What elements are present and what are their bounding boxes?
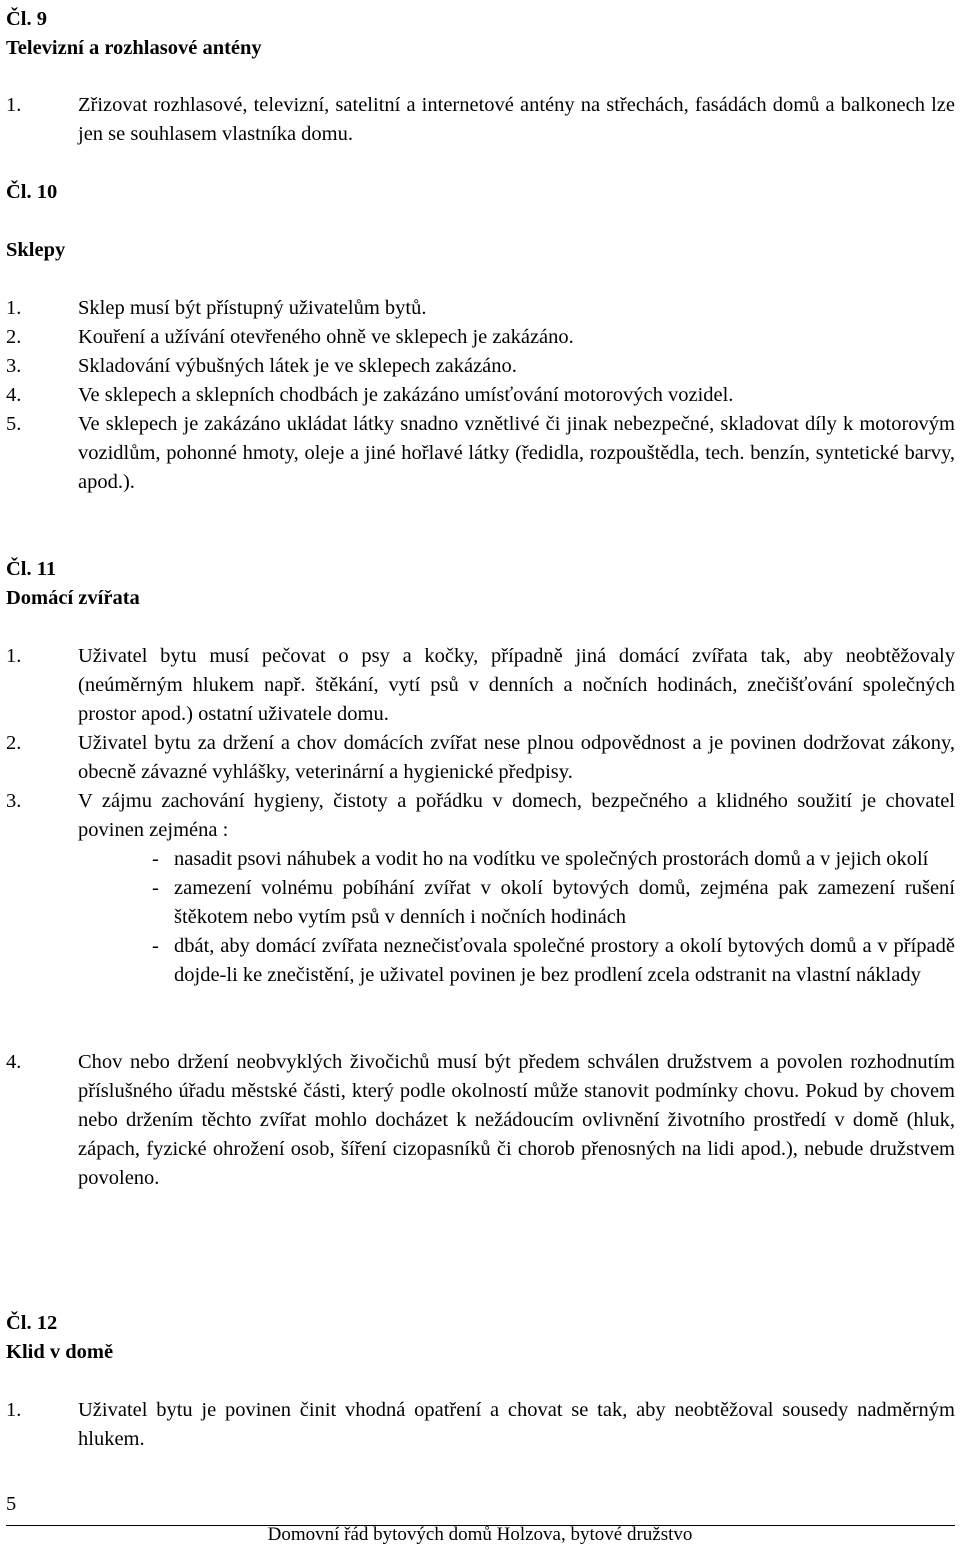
list-item (6, 410, 955, 497)
list-item (6, 729, 955, 787)
list-item (6, 381, 955, 410)
footer-text: Domovní řád bytových domů Holzova, bytové družstvo (267, 1524, 693, 1545)
list-item (6, 323, 955, 352)
item-number: 4. (6, 1051, 22, 1073)
item-text: Uživatel bytu musí pečovat o psy a kočky, případně jiná domácí zvířata tak, aby neobtěžovaly (neúměrným hlukem např. štěkání, vytí psů v denních a nočních hodinách, znečišťování společných prostor apod.) ostatní uživatele domu. (78, 645, 955, 725)
item-number: 5. (6, 413, 22, 435)
item-text: Ve sklepech a sklepních chodbách je zakázáno umísťování motorových vozidel. (78, 384, 734, 406)
sub-item-text: dbát, aby domácí zvířata neznečisťovala společné prostory a okolí bytových domů a v případě dojde-li ke znečistění, je uživatel povinen je bez prodlení zcela odstranit na vlastní náklady (174, 935, 955, 986)
item-number: 3. (6, 355, 22, 377)
sub-list-item (152, 932, 955, 990)
list-item (6, 642, 955, 729)
article-10-heading: Čl. 10 (6, 181, 58, 203)
list-item (6, 294, 955, 323)
item-number: 1. (6, 94, 22, 116)
article-9-title: Televizní a rozhlasové antény (6, 37, 262, 59)
article-11-title: Domácí zvířata (6, 587, 140, 609)
sub-item-text: nasadit psovi náhubek a vodit ho na vodítku ve společných prostorách domů a v jejich okolí (174, 848, 929, 870)
item-number: 1. (6, 645, 22, 667)
sub-list-item (152, 874, 955, 932)
item-text: Zřizovat rozhlasové, televizní, satelitní a internetové antény na střechách, fasádách domů a balkonech lze jen se souhlasem vlastníka domu. (78, 94, 955, 145)
list-item (6, 1048, 955, 1193)
dash-bullet: - (152, 935, 159, 957)
sub-item-text: zamezení volnému pobíhání zvířat v okolí bytových domů, zejména pak zamezení rušení štěkotem nebo vytím psů v denních i nočních hodinách (174, 877, 955, 928)
list-item (6, 1396, 955, 1454)
dash-bullet: - (152, 848, 159, 870)
item-text: V zájmu zachování hygieny, čistoty a pořádku v domech, bezpečného a klidného soužití je chovatel povinen zejména : (78, 790, 955, 841)
list-item (6, 91, 955, 149)
article-12-title: Klid v domě (6, 1341, 114, 1363)
item-number: 3. (6, 790, 22, 812)
page-number: 5 (6, 1493, 17, 1515)
article-11-heading: Čl. 11 (6, 558, 57, 580)
item-text: Skladování výbušných látek je ve sklepech zakázáno. (78, 355, 517, 377)
item-number: 1. (6, 297, 22, 319)
item-number: 2. (6, 732, 22, 754)
item-number: 2. (6, 326, 22, 348)
item-text: Sklep musí být přístupný uživatelům bytů. (78, 297, 427, 319)
article-10-title: Sklepy (6, 239, 66, 261)
item-text: Uživatel bytu za držení a chov domácích zvířat nese plnou odpovědnost a je povinen dodržovat zákony, obecně závazné vyhlášky, veterinární a hygienické předpisy. (78, 732, 955, 783)
sub-list-item (152, 845, 955, 874)
item-text: Ve sklepech je zakázáno ukládat látky snadno vznětlivé či jinak nebezpečné, skladovat díly k motorovým vozidlům, pohonné hmoty, oleje a jiné hořlavé látky (ředidla, rozpouštědla, tech. benzín, syntetické barvy, apod.). (78, 413, 955, 493)
article-12-heading: Čl. 12 (6, 1312, 58, 1334)
article-9-heading: Čl. 9 (6, 8, 47, 30)
item-number: 4. (6, 384, 22, 406)
list-item (6, 787, 955, 990)
item-number: 1. (6, 1399, 22, 1421)
dash-bullet: - (152, 877, 159, 899)
item-text: Uživatel bytu je povinen činit vhodná opatření a chovat se tak, aby neobtěžoval sousedy nadměrným hlukem. (78, 1399, 955, 1450)
item-text: Chov nebo držení neobvyklých živočichů musí být předem schválen družstvem a povolen rozhodnutím příslušného úřadu městské části, který podle okolností může stanovit podmínky chovu. Pokud by chovem nebo držením těchto zvířat mohlo docházet k nežádoucím ovlivnění životního prostředí v domě (hluk, zápach, fyzické ohrožení osob, šíření cizopasníků či chorob přenosných na lidi apod.), nebude družstvem povoleno. (78, 1051, 955, 1189)
list-item (6, 352, 955, 381)
item-text: Kouření a užívání otevřeného ohně ve sklepech je zakázáno. (78, 326, 574, 348)
